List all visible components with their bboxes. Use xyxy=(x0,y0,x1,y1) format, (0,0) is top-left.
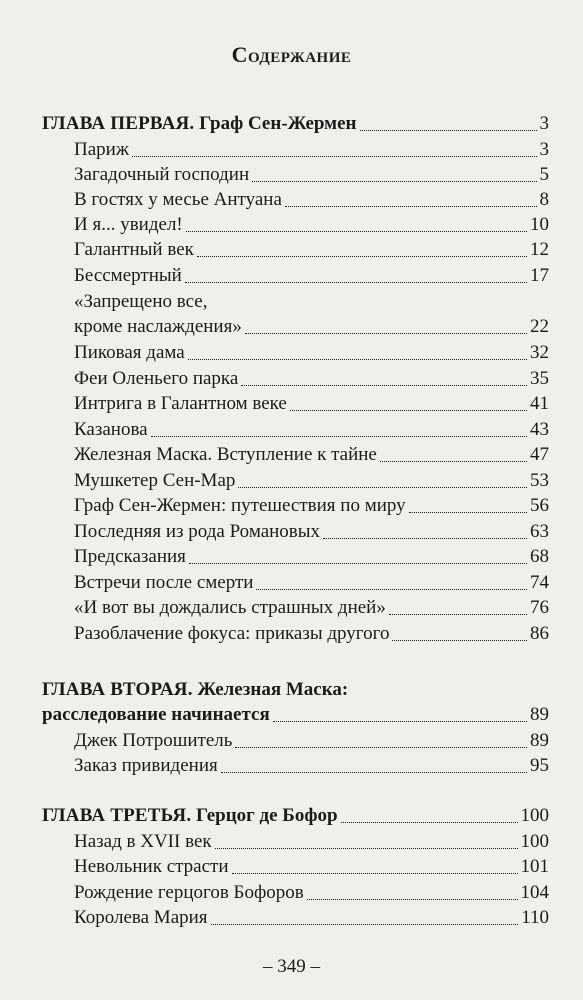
toc-entry[interactable] xyxy=(74,138,549,162)
dot-leader xyxy=(341,822,518,823)
page-number: 8 xyxy=(539,189,549,210)
entry-title: Королева Мария xyxy=(74,907,208,928)
page-number: 56 xyxy=(530,495,549,516)
page-number: 35 xyxy=(530,368,549,389)
entry-title: Джек Потрошитель xyxy=(74,730,233,751)
entry-title: Париж xyxy=(74,139,129,160)
page-number: 3 xyxy=(539,113,549,134)
page-number: 101 xyxy=(520,856,549,877)
page-number: 100 xyxy=(520,831,549,852)
dot-leader xyxy=(245,333,527,334)
entry-title: Встречи после смерти xyxy=(74,572,254,593)
page-title: Содержание xyxy=(231,42,352,67)
entry-title: Галантный век xyxy=(74,239,194,260)
dot-leader xyxy=(256,589,527,590)
page-number: 22 xyxy=(530,316,549,337)
page-number: 12 xyxy=(530,239,549,260)
entry-title: «И вот вы дождались страшных дней» xyxy=(74,597,386,618)
dot-leader xyxy=(221,772,527,773)
dot-leader xyxy=(241,385,527,386)
chapter-name-continued: расследование начинается xyxy=(42,704,270,725)
page-number: 3 xyxy=(539,139,549,160)
entry-title: Интрига в Галантном веке xyxy=(74,393,287,414)
dot-leader xyxy=(132,156,537,157)
entry-title: Железная Маска. Вступление к тайне xyxy=(74,444,377,465)
entry-title: Мушкетер Сен-Мар xyxy=(74,470,236,491)
entry-title: Предсказания xyxy=(74,546,186,567)
dot-leader xyxy=(389,614,527,615)
toc-entry-line1[interactable] xyxy=(74,290,549,314)
toc-entry[interactable] xyxy=(74,418,549,442)
dot-leader xyxy=(197,256,527,257)
page-number: 74 xyxy=(530,572,549,593)
entry-title: Казанова xyxy=(74,419,148,440)
page-number: 5 xyxy=(539,164,549,185)
entry-title: Загадочный господин xyxy=(74,164,250,185)
dot-leader xyxy=(232,873,518,874)
page-number: 89 xyxy=(530,730,549,751)
entry-title: Пиковая дама xyxy=(74,342,185,363)
chapter-2-heading-line2[interactable] xyxy=(42,703,549,727)
entry-title: кроме наслаждения» xyxy=(74,316,242,337)
entry-title: Граф Сен-Жермен: путешествия по миру xyxy=(74,495,406,516)
chapter-name: Железная Маска: xyxy=(197,679,349,700)
toc-entry[interactable] xyxy=(74,443,549,467)
toc-entry[interactable] xyxy=(74,622,549,646)
toc-entry[interactable] xyxy=(74,367,549,391)
page-number: 110 xyxy=(521,907,549,928)
dot-leader xyxy=(151,436,527,437)
toc-entry[interactable] xyxy=(74,341,549,365)
toc-entry[interactable] xyxy=(74,315,549,339)
page-folio: – 349 – xyxy=(263,956,320,977)
page-number: 63 xyxy=(530,521,549,542)
dot-leader xyxy=(188,359,527,360)
entry-title: В гостях у месье Антуана xyxy=(74,189,282,210)
page-number: 76 xyxy=(530,597,549,618)
toc-entry[interactable] xyxy=(74,881,549,905)
entry-title: Феи Оленьего парка xyxy=(74,368,239,389)
page-number: 89 xyxy=(530,704,549,725)
toc-entry[interactable] xyxy=(74,469,549,493)
entry-title: Бессмертный xyxy=(74,265,182,286)
dot-leader xyxy=(409,512,527,513)
page-number: 43 xyxy=(530,419,549,440)
toc-entry[interactable] xyxy=(74,238,549,262)
dot-leader xyxy=(215,848,518,849)
toc-entry[interactable] xyxy=(74,494,549,518)
page-number: 100 xyxy=(520,805,549,826)
toc-entry[interactable] xyxy=(74,264,549,288)
entry-title: Невольник страсти xyxy=(74,856,229,877)
dot-leader xyxy=(273,721,527,722)
entry-title: И я... увидел! xyxy=(74,214,183,235)
dot-leader xyxy=(307,899,518,900)
dot-leader xyxy=(360,130,537,131)
chapter-label: ГЛАВА ВТОРАЯ. xyxy=(42,679,193,700)
toc-entry[interactable] xyxy=(74,392,549,416)
dot-leader xyxy=(235,747,527,748)
dot-leader xyxy=(211,924,519,925)
entry-title: Последняя из рода Романовых xyxy=(74,521,321,542)
page-number: 53 xyxy=(530,470,549,491)
toc-entry[interactable] xyxy=(74,188,549,212)
page-number: 41 xyxy=(530,393,549,414)
dot-leader xyxy=(186,231,527,232)
chapter-name: Граф Сен-Жермен xyxy=(199,113,357,134)
toc-entry[interactable] xyxy=(74,596,549,620)
entry-title: «Запрещено все, xyxy=(74,291,208,312)
chapter-name: Герцог де Бофор xyxy=(196,805,338,826)
entry-title: Назад в XVII век xyxy=(74,831,212,852)
page-number: 10 xyxy=(530,214,549,235)
page-number: 104 xyxy=(520,882,549,903)
entry-title: Заказ привидения xyxy=(74,755,218,776)
toc-entry[interactable] xyxy=(74,520,549,544)
page-number: 32 xyxy=(530,342,549,363)
entry-title: Рождение герцогов Бофоров xyxy=(74,882,304,903)
toc-entry[interactable] xyxy=(74,754,549,778)
dot-leader xyxy=(323,538,527,539)
dot-leader xyxy=(238,487,527,488)
page-number: 68 xyxy=(530,546,549,567)
toc-entry[interactable] xyxy=(74,830,549,854)
page-number: 86 xyxy=(530,623,549,644)
dot-leader xyxy=(252,181,536,182)
chapter-3-heading[interactable] xyxy=(42,804,549,828)
dot-leader xyxy=(185,282,527,283)
dot-leader xyxy=(285,206,537,207)
dot-leader xyxy=(290,410,527,411)
chapter-1-heading[interactable] xyxy=(42,112,549,136)
toc-entry[interactable] xyxy=(74,545,549,569)
toc-entry[interactable] xyxy=(74,163,549,187)
toc-entry[interactable] xyxy=(74,571,549,595)
page-number: 95 xyxy=(530,755,549,776)
toc-entry[interactable] xyxy=(74,855,549,879)
dot-leader xyxy=(189,563,527,564)
dot-leader xyxy=(380,461,527,462)
toc-entry[interactable] xyxy=(74,213,549,237)
entry-title: Разоблачение фокуса: приказы другого xyxy=(74,623,390,644)
dot-leader xyxy=(392,640,527,641)
toc-entry[interactable] xyxy=(74,729,549,753)
chapter-2-heading-line1[interactable] xyxy=(42,678,549,702)
page-number: 47 xyxy=(530,444,549,465)
toc-entry[interactable] xyxy=(74,906,549,930)
page-number: 17 xyxy=(530,265,549,286)
chapter-label: ГЛАВА ПЕРВАЯ. xyxy=(42,113,195,134)
chapter-label: ГЛАВА ТРЕТЬЯ. xyxy=(42,805,192,826)
